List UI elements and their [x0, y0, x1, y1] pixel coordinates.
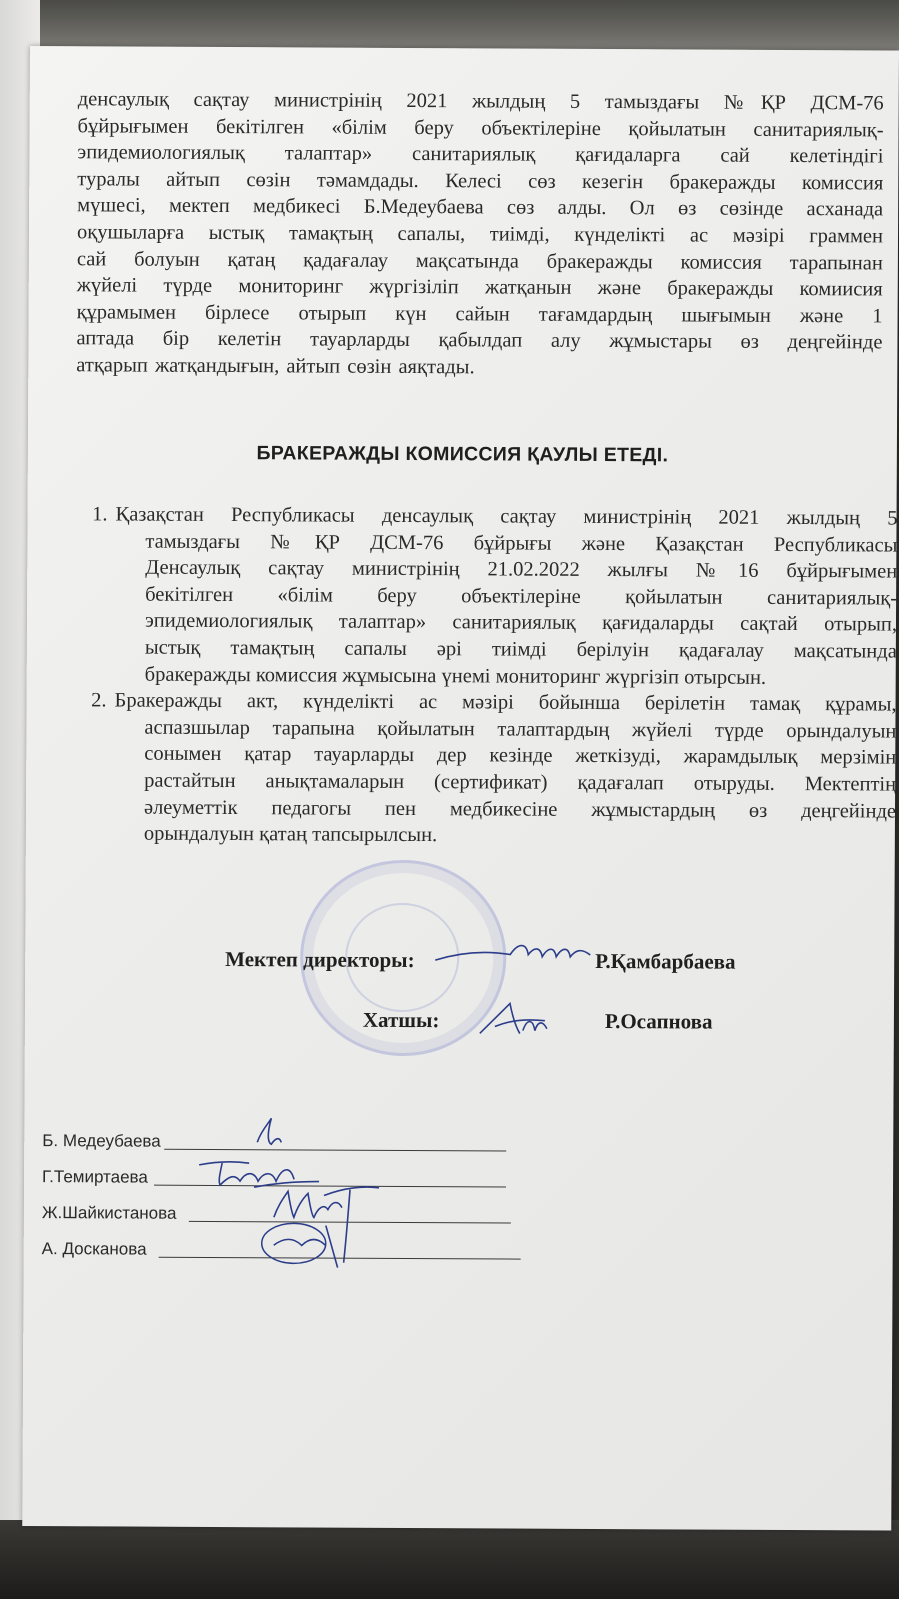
- decision-line: орындалуын қатаң тапсырылсын.: [143, 822, 438, 847]
- member-name: А. Досканова: [41, 1239, 147, 1259]
- member-name: Ж.Шайкистанова: [41, 1203, 177, 1223]
- intro-paragraph: [76, 86, 884, 383]
- decision-line: эпидемиологиялық талаптар» санитариялық қағидаларды сақтай отырып,: [144, 609, 898, 636]
- member-name: Г.Темиртаева: [42, 1167, 148, 1187]
- decision-line: бракеражды комиссия жұмысына үнемі мониторинг жүргізіп отырсын.: [144, 663, 767, 689]
- paragraph-line: жүйелі түрде мониторинг жүргізіліп жатқанын және бракеражды комиисия: [76, 274, 883, 301]
- decision-number: 2.: [91, 689, 107, 712]
- paragraph-line: атқарып жатқандығын, айтып сөзін аяқтады.: [76, 354, 475, 379]
- paragraph-line: сай болуын қатаң қадағалау мақсатында бракеражды комиссия тарапынан: [76, 247, 883, 275]
- paragraph-line: мүшесі, мектеп медбикесі Б.Медеубаева сөз алды. Ол өз сөзінде асханада: [77, 194, 884, 221]
- paragraph-line: оқушыларға ыстық тамақтың сапалы, тиімді, күнделікті ас мәзірі граммен: [76, 221, 884, 248]
- decision-line: бекітілген «білім беру объектілеріне қойылатын санитариялық-: [145, 583, 898, 610]
- director-name: Р.Қамбарбаева: [595, 948, 736, 974]
- signature-line: [164, 1149, 506, 1152]
- decision-line: Бракеражды акт, күнделікті ас мәзірі бойынша берілетін тамақ құрамы,: [114, 689, 897, 716]
- member-signature: [249, 1112, 289, 1152]
- decision-line: Денсаулық сақтау министрінің 21.02.2022 жылғы №16 бұйрығымен: [145, 556, 898, 583]
- secretary-role: Хатшы:: [362, 1007, 440, 1033]
- decision-item-1: [67, 501, 898, 691]
- decision-heading: БРАКЕРАЖДЫ КОМИССИЯ ҚАУЛЫ ЕТЕДІ.: [256, 442, 669, 467]
- member-signature: [254, 1215, 354, 1276]
- decision-number: 1.: [92, 503, 108, 526]
- paragraph-line: туралы айтып сөзін тәмамдады. Келесі сөз кезегін бракеражды комиссия: [77, 168, 884, 195]
- secretary-name: Р.Осапнова: [604, 1009, 713, 1034]
- paragraph-line: денсаулық сақтау министрінің 2021 жылдың 5 тамыздағы №ҚР ДСМ-76: [77, 88, 884, 115]
- decision-line: Қазақстан Республикасы денсаулық сақтау министрінің 2021 жылдың 5: [115, 503, 898, 530]
- decision-line: сонымен қатар тауарларды дер кезінде жеткізуді, жарамдылық мерзімін: [144, 742, 897, 769]
- decision-line: әлеуметтік педагогы пен медбикесіне жұмыстардың өз деңгейінде: [143, 796, 897, 823]
- paragraph-line: эпидемиологиялық талаптар» санитариялық қағидаларга сай келетіндігі: [77, 141, 884, 168]
- document-page: [22, 46, 899, 1531]
- director-role: Мектеп директоры:: [225, 947, 415, 973]
- background-desk-bottom: [0, 1520, 899, 1599]
- decision-item-2: [66, 687, 897, 851]
- secretary-signature: [475, 998, 555, 1040]
- member-name: Б. Медеубаева: [42, 1131, 161, 1151]
- decision-line: аспазшылар тарапына қойылатын талаптардың жүйелі түрде орындалуын: [144, 716, 897, 743]
- paragraph-line: құрамымен бірлесе отырып күн сайын тағамдардың шығымын және 1: [76, 300, 883, 328]
- decision-line: тамыздағы №ҚР ДСМ-76 бұйрығы және Қазақстан Республикасы: [145, 530, 898, 557]
- director-signature: [430, 932, 605, 973]
- decision-line: растайтын анықтамаларын (сертификат) қадағалап отыруды. Мектептің: [144, 769, 897, 796]
- decision-list: [66, 501, 898, 851]
- decision-line: ыстық тамақтың сапалы әрі тиімді берілуін қадағалау мақсатында: [144, 636, 897, 663]
- paragraph-line: бұйрығымен бекітілген «білім беру объектілеріне қойылатын санитариялық-: [77, 114, 884, 142]
- paragraph-line: аптада бір келетін тауарларды қабылдап алу жұмыстары өз деңгейінде: [76, 327, 883, 354]
